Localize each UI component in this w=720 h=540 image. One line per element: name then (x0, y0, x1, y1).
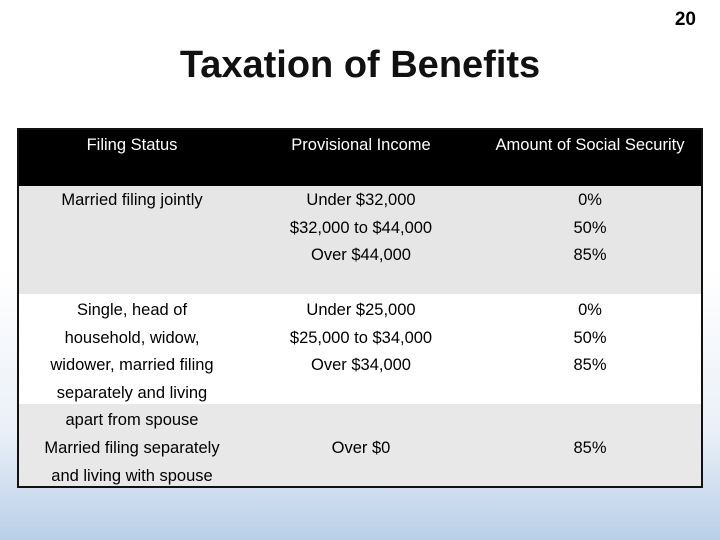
row2-provisional-income (245, 297, 477, 380)
row1-percent-line-3: 85% (573, 246, 607, 264)
row2-status-line-3: widower, married filing (50, 356, 214, 374)
row3-status-line-1: Married filing separately (44, 439, 220, 457)
row3-income-line-1: Over $0 (331, 439, 391, 457)
header-amount-line-1: Amount of Social Security (495, 136, 685, 154)
row2-percent-line-2: 50% (573, 328, 607, 347)
row3-percent-line-1: 85% (573, 439, 607, 457)
row2-filing-status (19, 297, 245, 435)
header-provisional-income-text: Provisional Income (291, 136, 431, 154)
page-number: 20 (674, 9, 696, 30)
row2-status-line-4: separately and living (56, 383, 208, 402)
row2-status-line-2: household, widow, (64, 328, 200, 347)
header-filing-status (19, 132, 245, 160)
header-provisional-income (245, 132, 477, 160)
row2-status-line-1: Single, head of (76, 301, 188, 319)
row1-income-line-1: Under $32,000 (306, 191, 416, 209)
row1-provisional-income (245, 187, 477, 270)
row3-percent-taxable (477, 435, 703, 463)
row2-percent-line-3: 85% (573, 356, 607, 374)
row2-percent-line-1: 0% (578, 301, 602, 319)
row2-income-line-2: $25,000 to $34,000 (289, 328, 433, 347)
row3-filing-status (19, 435, 245, 488)
benefits-tax-table (17, 128, 703, 488)
header-amount-line-2-cell (477, 159, 703, 187)
header-filing-status-text: Filing Status (86, 136, 178, 154)
row1-percent-line-2: 50% (573, 218, 607, 237)
row2-income-line-3: Over $34,000 (311, 356, 411, 374)
row1-percent-line-1: 0% (578, 191, 602, 209)
slide-title: Taxation of Benefits (179, 44, 541, 86)
row1-income-line-3: Over $44,000 (311, 246, 411, 264)
header-amount-line-2: benefits subject to tax (510, 163, 670, 181)
row1-income-line-2: $32,000 to $44,000 (289, 218, 433, 237)
row3-provisional-income (245, 435, 477, 463)
row3-status-line-2: and living with spouse (51, 466, 213, 485)
header-amount-subject-to-tax (477, 132, 703, 160)
row2-status-line-5: apart from spouse (65, 411, 199, 429)
row1-status-line: Married filing jointly (61, 191, 203, 209)
row2-percent-taxable (477, 297, 703, 380)
row1-percent-taxable (477, 187, 703, 270)
row1-filing-status (19, 187, 245, 215)
row2-income-line-1: Under $25,000 (306, 301, 416, 319)
